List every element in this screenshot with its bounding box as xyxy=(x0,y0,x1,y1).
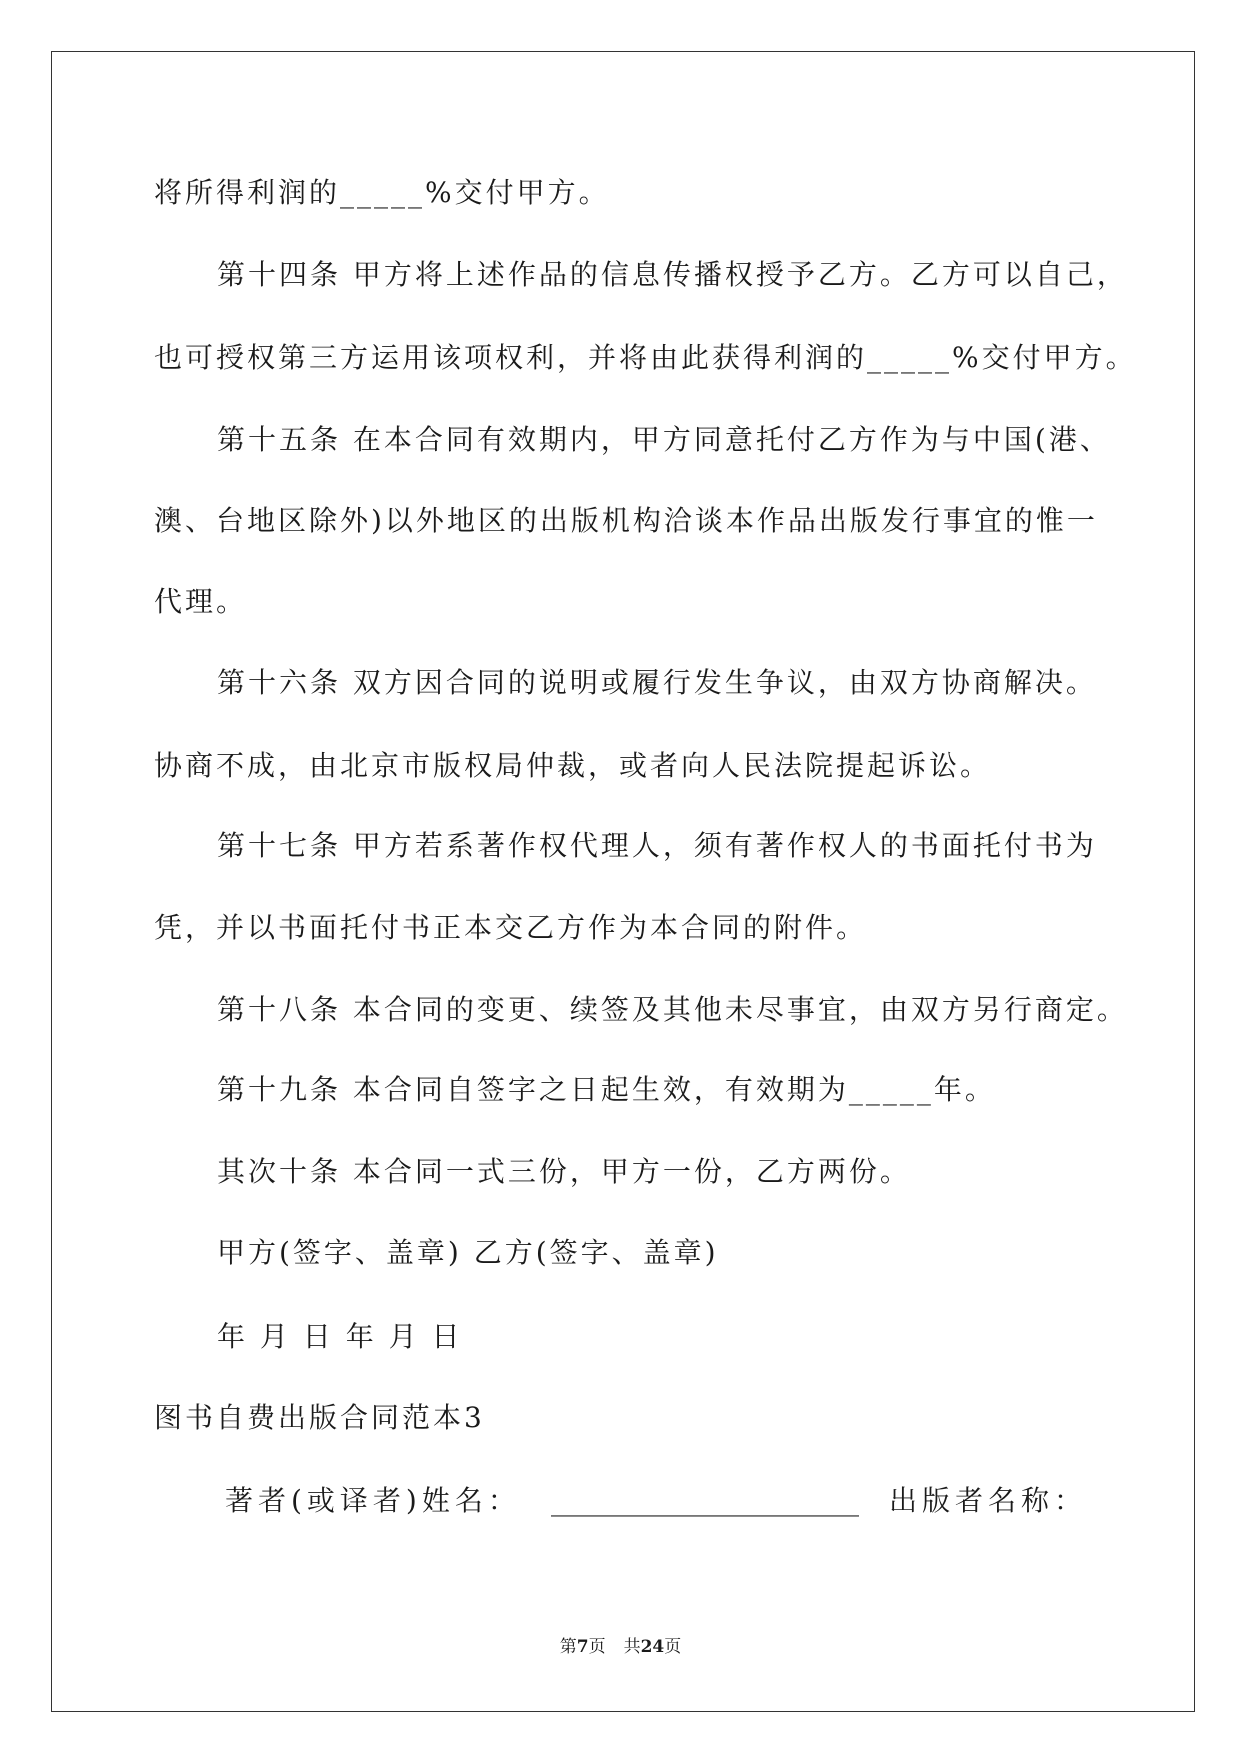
author-name-label: 著者(或译者)姓名： xyxy=(225,1484,521,1517)
footer-text: 页 xyxy=(588,1637,606,1657)
publisher-name-label: 出版者名称： xyxy=(889,1484,1088,1517)
total-page-number: 24 xyxy=(640,1637,665,1657)
document-line: 凭，并以书面托付书正本交乙方作为本合同的附件。 xyxy=(154,911,868,944)
section-title: 图书自费出版合同范本3 xyxy=(154,1401,485,1434)
clause-17-line: 第十七条 甲方若系著作权代理人，须有著作权人的书面托付书为 xyxy=(217,829,1097,862)
clause-15-line: 第十五条 在本合同有效期内，甲方同意托付乙方作为与中国(港、 xyxy=(217,423,1111,456)
signature-line: 甲方(签字、盖章) 乙方(签字、盖章) xyxy=(217,1236,719,1269)
page-footer xyxy=(0,1635,1241,1659)
date-line: 年 月 日 年 月 日 xyxy=(217,1320,463,1353)
document-line: 将所得利润的_____%交付甲方。 xyxy=(154,176,610,209)
clause-20-line: 其次十条 本合同一式三份，甲方一份，乙方两份。 xyxy=(217,1155,911,1188)
page-border xyxy=(51,51,1195,1712)
footer-text: 页 xyxy=(664,1637,682,1657)
clause-16-line: 第十六条 双方因合同的说明或履行发生争议，由双方协商解决。 xyxy=(217,666,1097,699)
document-line: 代理。 xyxy=(154,585,248,618)
document-line: 也可授权第三方运用该项权利，并将由此获得利润的_____%交付甲方。 xyxy=(154,341,1137,374)
clause-14-line: 第十四条 甲方将上述作品的信息传播权授予乙方。乙方可以自己， xyxy=(217,258,1128,291)
clause-19-line: 第十九条 本合同自签字之日起生效，有效期为_____年。 xyxy=(217,1073,996,1106)
current-page-number: 7 xyxy=(576,1637,589,1657)
footer-text: 共 xyxy=(623,1637,641,1657)
document-line: 澳、台地区除外)以外地区的出版机构洽谈本作品出版发行事宜的惟一 xyxy=(154,504,1098,537)
footer-text: 第 xyxy=(559,1637,577,1657)
author-name-blank: ______________________ xyxy=(551,1484,859,1517)
document-line: 协商不成，由北京市版权局仲裁，或者向人民法院提起诉讼。 xyxy=(154,749,992,782)
clause-18-line: 第十八条 本合同的变更、续签及其他未尽事宜，由双方另行商定。 xyxy=(217,993,1128,1026)
